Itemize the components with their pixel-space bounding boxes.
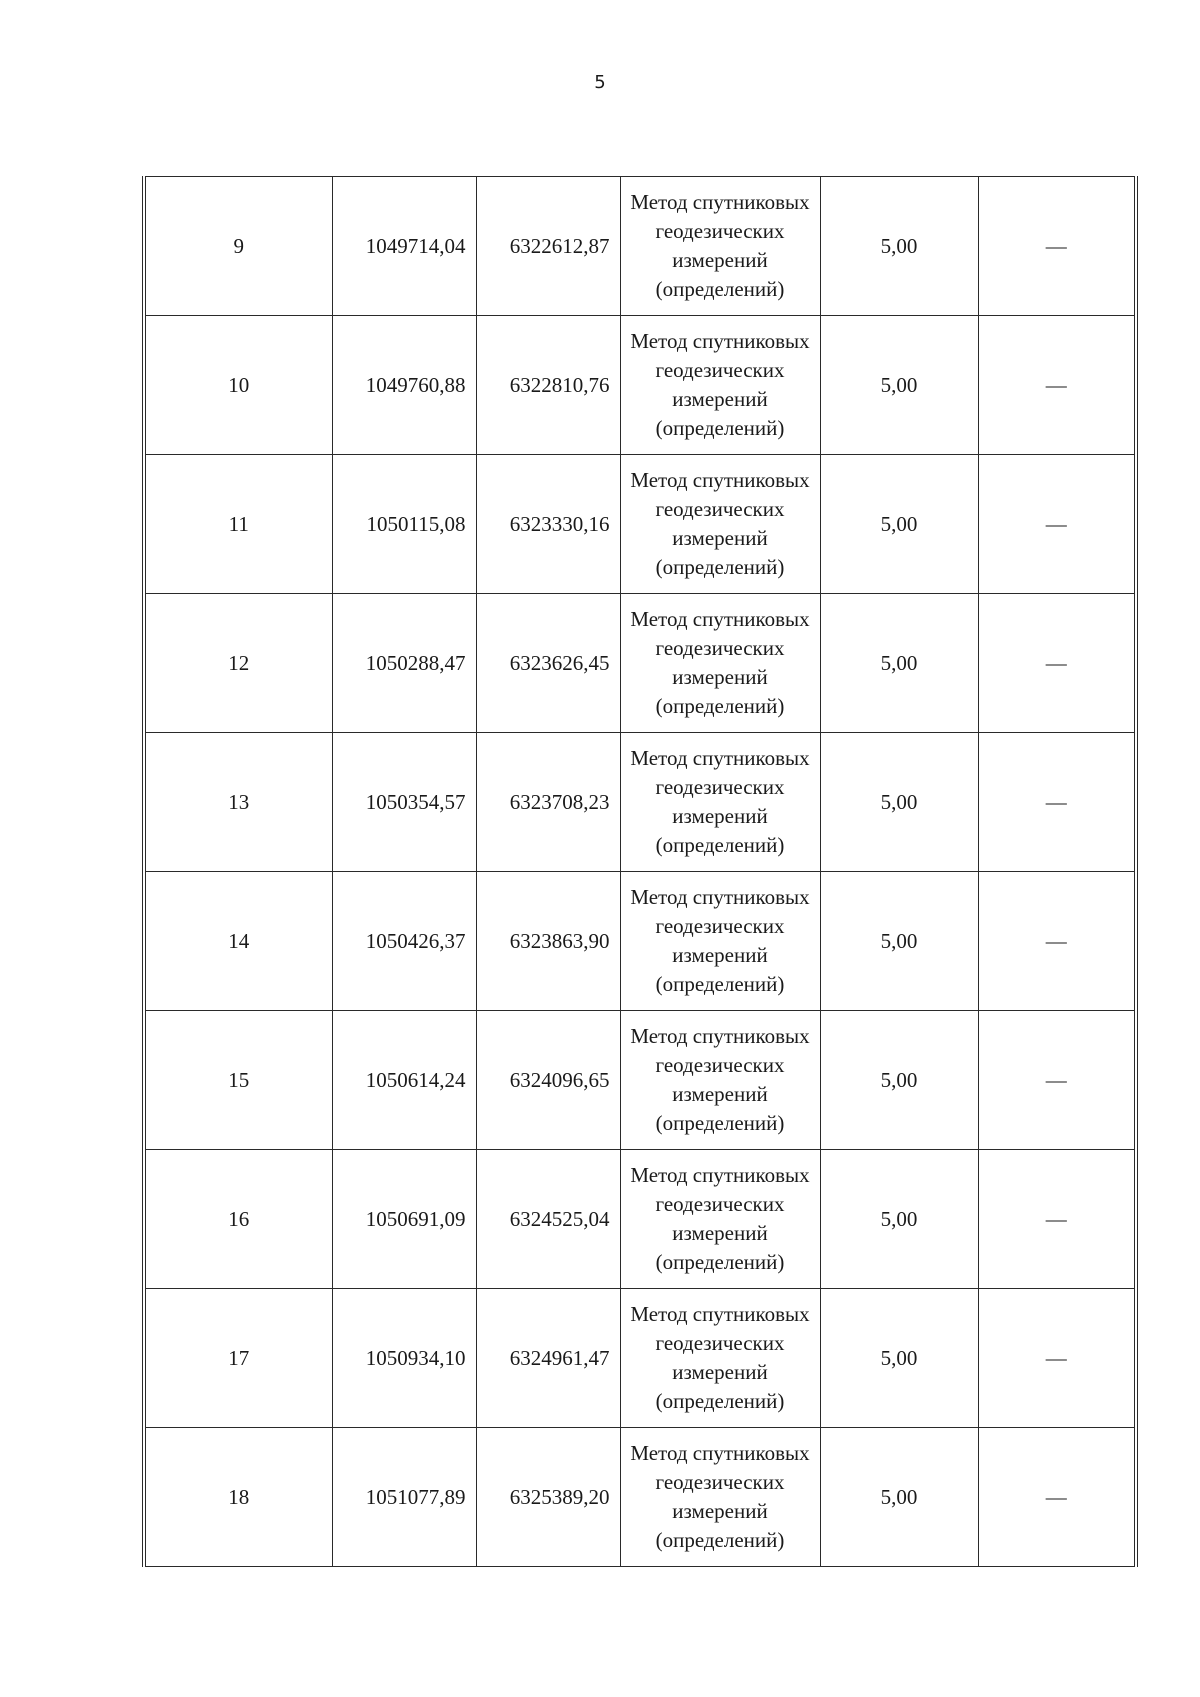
method-text-line: (определений) [655, 416, 785, 440]
table-row [144, 1011, 1136, 1150]
y-coordinate-cell: 6322810,76 [476, 316, 620, 455]
method-text-line: геодезических [655, 497, 785, 521]
method-text-line: Метод спутниковых [630, 1024, 810, 1048]
method-text-line: (определений) [655, 694, 785, 718]
method-text-line: Метод спутниковых [630, 746, 810, 770]
method-text-line: (определений) [655, 555, 785, 579]
table-row [144, 594, 1136, 733]
x-coordinate-cell: 1049760,88 [332, 316, 476, 455]
description-cell: — [978, 594, 1136, 733]
point-number-cell: 15 [144, 1011, 332, 1150]
accuracy-cell: 5,00 [820, 594, 978, 733]
method-cell [620, 1289, 820, 1428]
accuracy-cell: 5,00 [820, 1289, 978, 1428]
table-row [144, 177, 1136, 316]
method-text-line: измерений [672, 526, 768, 550]
method-text-line: измерений [672, 1360, 768, 1384]
method-text-line: Метод спутниковых [630, 468, 810, 492]
method-text-line: измерений [672, 387, 768, 411]
table-row [144, 1150, 1136, 1289]
x-coordinate-cell: 1050691,09 [332, 1150, 476, 1289]
description-cell: — [978, 1428, 1136, 1567]
method-text-line: измерений [672, 804, 768, 828]
x-coordinate-cell: 1050426,37 [332, 872, 476, 1011]
point-number-cell: 17 [144, 1289, 332, 1428]
accuracy-cell: 5,00 [820, 177, 978, 316]
method-cell [620, 733, 820, 872]
method-text-line: геодезических [655, 1192, 785, 1216]
method-text-line: геодезических [655, 1470, 785, 1494]
method-text-line: геодезических [655, 219, 785, 243]
point-number-cell: 9 [144, 177, 332, 316]
x-coordinate-cell: 1050115,08 [332, 455, 476, 594]
y-coordinate-cell: 6323863,90 [476, 872, 620, 1011]
method-text-line: Метод спутниковых [630, 190, 810, 214]
description-cell: — [978, 1150, 1136, 1289]
description-cell: — [978, 177, 1136, 316]
method-text-line: Метод спутниковых [630, 885, 810, 909]
accuracy-cell: 5,00 [820, 316, 978, 455]
description-cell: — [978, 316, 1136, 455]
method-text-line: измерений [672, 1221, 768, 1245]
accuracy-cell: 5,00 [820, 455, 978, 594]
x-coordinate-cell: 1050934,10 [332, 1289, 476, 1428]
method-text-line: (определений) [655, 833, 785, 857]
method-text-line: (определений) [655, 1528, 785, 1552]
table-row [144, 1289, 1136, 1428]
method-text-line: (определений) [655, 1250, 785, 1274]
method-cell [620, 316, 820, 455]
method-text-line: Метод спутниковых [630, 1163, 810, 1187]
y-coordinate-cell: 6323626,45 [476, 594, 620, 733]
table-row [144, 733, 1136, 872]
method-text-line: геодезических [655, 636, 785, 660]
point-number-cell: 18 [144, 1428, 332, 1567]
method-cell [620, 594, 820, 733]
method-cell [620, 177, 820, 316]
point-number-cell: 10 [144, 316, 332, 455]
accuracy-cell: 5,00 [820, 1150, 978, 1289]
method-text-line: геодезических [655, 914, 785, 938]
method-text-line: Метод спутниковых [630, 1441, 810, 1465]
method-text-line: Метод спутниковых [630, 329, 810, 353]
method-text-line: (определений) [655, 972, 785, 996]
description-cell: — [978, 872, 1136, 1011]
method-text-line: геодезических [655, 1053, 785, 1077]
description-cell: — [978, 1289, 1136, 1428]
method-text-line: геодезических [655, 775, 785, 799]
method-text-line: измерений [672, 943, 768, 967]
method-text-line: (определений) [655, 1389, 785, 1413]
method-text-line: измерений [672, 1499, 768, 1523]
page-number: 5 [594, 72, 606, 93]
table-row [144, 455, 1136, 594]
method-cell [620, 1150, 820, 1289]
method-text-line: Метод спутниковых [630, 607, 810, 631]
accuracy-cell: 5,00 [820, 1011, 978, 1150]
x-coordinate-cell: 1051077,89 [332, 1428, 476, 1567]
coordinates-table [142, 176, 1138, 1567]
method-cell [620, 1428, 820, 1567]
description-cell: — [978, 1011, 1136, 1150]
method-text-line: (определений) [655, 1111, 785, 1135]
table-body [144, 177, 1136, 1567]
point-number-cell: 16 [144, 1150, 332, 1289]
method-text-line: измерений [672, 1082, 768, 1106]
method-cell [620, 455, 820, 594]
point-number-cell: 11 [144, 455, 332, 594]
table-row [144, 316, 1136, 455]
accuracy-cell: 5,00 [820, 733, 978, 872]
method-text-line: геодезических [655, 1331, 785, 1355]
x-coordinate-cell: 1050288,47 [332, 594, 476, 733]
method-text-line: Метод спутниковых [630, 1302, 810, 1326]
y-coordinate-cell: 6324961,47 [476, 1289, 620, 1428]
x-coordinate-cell: 1050354,57 [332, 733, 476, 872]
y-coordinate-cell: 6325389,20 [476, 1428, 620, 1567]
y-coordinate-cell: 6322612,87 [476, 177, 620, 316]
point-number-cell: 14 [144, 872, 332, 1011]
method-cell [620, 872, 820, 1011]
method-text-line: измерений [672, 248, 768, 272]
method-text-line: измерений [672, 665, 768, 689]
description-cell: — [978, 455, 1136, 594]
y-coordinate-cell: 6323708,23 [476, 733, 620, 872]
method-text-line: (определений) [655, 277, 785, 301]
accuracy-cell: 5,00 [820, 872, 978, 1011]
accuracy-cell: 5,00 [820, 1428, 978, 1567]
y-coordinate-cell: 6323330,16 [476, 455, 620, 594]
point-number-cell: 12 [144, 594, 332, 733]
x-coordinate-cell: 1049714,04 [332, 177, 476, 316]
description-cell: — [978, 733, 1136, 872]
x-coordinate-cell: 1050614,24 [332, 1011, 476, 1150]
point-number-cell: 13 [144, 733, 332, 872]
y-coordinate-cell: 6324096,65 [476, 1011, 620, 1150]
method-cell [620, 1011, 820, 1150]
y-coordinate-cell: 6324525,04 [476, 1150, 620, 1289]
table-row [144, 872, 1136, 1011]
table-row [144, 1428, 1136, 1567]
method-text-line: геодезических [655, 358, 785, 382]
